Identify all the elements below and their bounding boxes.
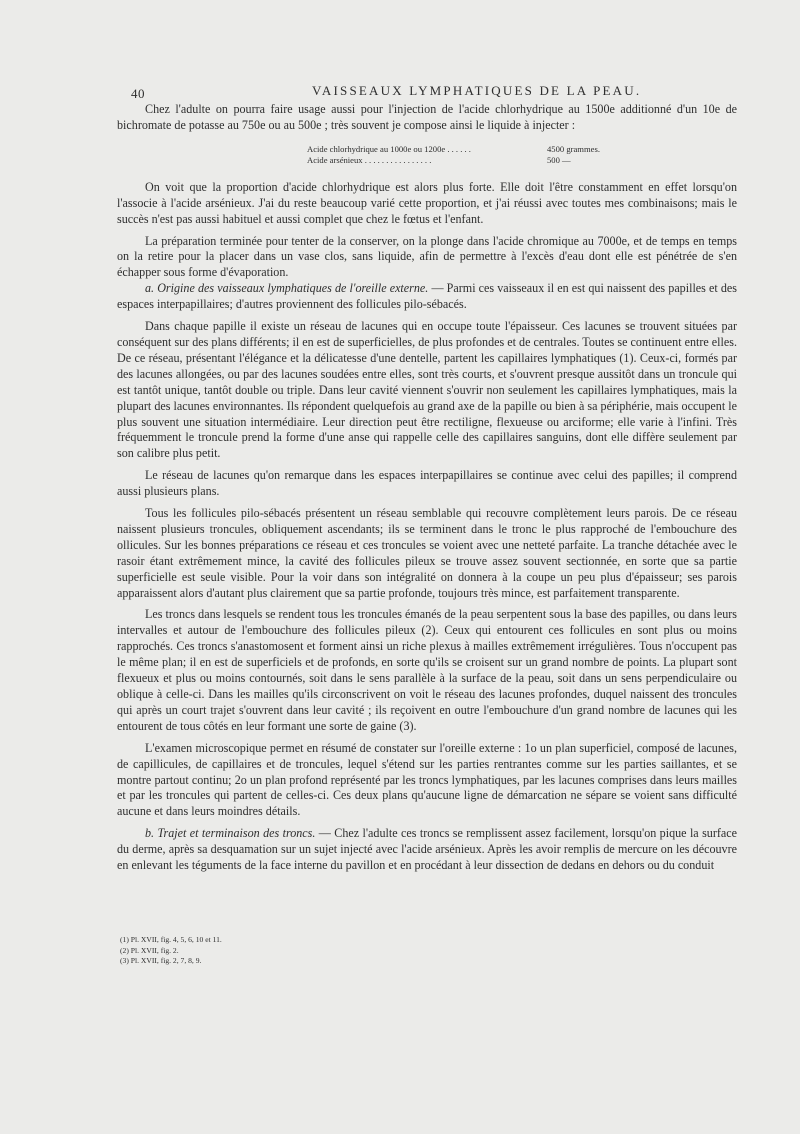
section-text: — Chez l'adulte ces troncs se remplissent assez facilement, lorsqu'on pique la surface du derme, après sa desquamation sur un sujet injecté avec l'acide arsénieux. Après les avoir remplis de mercure on les découvre en enlevant les téguments de la face interne du pavillon et en procédant à leur dissection de dedans en dehors ou du conduit	[117, 826, 737, 873]
recipe-quantity: 500 —	[547, 154, 571, 165]
recipe-ingredient: Acide arsénieux . . . . . . . . . . . . . . . .	[307, 154, 432, 165]
paragraph: La préparation terminée pour tenter de la conserver, on la plonge dans l'acide chromique au 7000e, et de temps en temps on la retire pour la placer dans un vase clos, sans liquide, afin de permettre à l'excès d'eau dont elle est pénétrée de s'en échapper sous forme d'évaporation.	[117, 233, 737, 280]
footnote: (1) Pl. XVII, fig. 4, 5, 6, 10 et 11.	[120, 935, 222, 944]
recipe-list	[307, 144, 737, 166]
body-text	[117, 102, 737, 874]
footnotes	[120, 935, 222, 967]
recipe-quantity: 4500 grammes.	[547, 143, 600, 154]
paragraph: Dans chaque papille il existe un réseau de lacunes qui en occupe toute l'épaisseur. Ces lacunes se trouvent situées par conséquent sur des plans différents; il en est de superficielles, de plus profondes et de centrales. Toutes se continuent entre elles. De ce réseau, présentant l'élégance et la délicatesse d'une dentelle, partent les capillaires lymphatiques (1). Ceux-ci, formés par des lacunes allongées, ou par des lacunes soudées entre elles, sont très courts, et s'ouvrent presque aussitôt dans un troncule qui est tantôt unique, tantôt double ou triple. Dans leur cavité viennent s'ouvrir non seulement les capillaires lymphatiques, mais la plupart des lacunes environnantes. Ils répondent quelquefois au grand axe de la papille ou bien à sa périphérie, mais occupent le plus souvent une situation intermédiaire. Leur direction peut être rectiligne, flexueuse ou arciforme; elle varie à l'infini. Très fréquemment le troncule prend la forme d'une anse qui rappelle celle des capillaires sanguins, dont elle diffère seulement par son calibre plus petit.	[117, 319, 737, 461]
recipe-row	[307, 144, 737, 155]
paragraph: Les troncs dans lesquels se rendent tous les troncules émanés de la peau serpentent sous la base des papilles, ou dans leurs intervalles et autour de l'embouchure des follicules pileux (2). Ceux qui entourent ces follicules en sont plus ou moins rapprochés. Ces troncs s'anastomosent et forment ainsi un riche plexus à mailles extrêmement irrégulières. Tous n'occupent pas le même plan; il en est de superficiels et de profonds, en sorte qu'ils se croisent sur un grand nombre de points. La plupart sont flexueux et plus ou moins contournés, soit dans le sens parallèle à la surface de la peau, soit dans un sens perpendiculaire ou oblique à celle-ci. Dans les mailles qu'ils circonscrivent on voit le réseau des lacunes profondes, duquel naissent des troncules qui après un court trajet s'ouvrent dans leur cavité ; ils reçoivent en outre l'embouchure d'un grand nombre de lacunes qui les entourent de tous côtés en leur formant une sorte de gaine (3).	[117, 607, 737, 733]
paragraph: Chez l'adulte on pourra faire usage aussi pour l'injection de l'acide chlorhydrique au 1500e additionné d'un 10e de bichromate de potasse au 750e ou au 500e ; très souvent je compose ainsi le liquide à injecter :	[117, 102, 737, 132]
section-heading: b. Trajet et terminaison des troncs.	[145, 826, 316, 841]
page-number: 40	[131, 86, 145, 101]
paragraph: Le réseau de lacunes qu'on remarque dans les espaces interpapillaires se continue avec celui des papilles; il comprend aussi plusieurs plans.	[117, 468, 737, 499]
paragraph: L'examen microscopique permet en résumé de constater sur l'oreille externe : 1o un plan superficiel, composé de lacunes, de capillicules, de capillaires et de troncules, lequel s'étend sur les parties rentrantes comme sur les parties saillantes, et se montre partout continu; 2o un plan profond représenté par les troncs lymphatiques, par les lacunes comprises dans leurs mailles et par les troncules qui partent de celles-ci. Ces deux plans qu'aucune ligne de démarcation ne sépare se voient sans difficulté aucune et dans leurs moindres détails.	[117, 740, 737, 819]
paragraph: On voit que la proportion d'acide chlorhydrique est alors plus forte. Elle doit l'être constamment en effet lorsqu'on l'associe à l'acide arsénieux. J'ai du reste beaucoup varié cette proportion, et j'ai réussi avec toutes mes combinaisons; mais le succès n'est pas aussi habituel et aussi complet que chez le fœtus et l'enfant.	[117, 179, 737, 226]
recipe-ingredient: Acide chlorhydrique au 1000e ou 1200e . . . . . .	[307, 143, 471, 154]
section-paragraph	[117, 826, 737, 874]
footnote: (3) Pl. XVII, fig. 2, 7, 8, 9.	[120, 956, 202, 965]
recipe-row	[307, 155, 737, 166]
section-paragraph	[117, 281, 737, 313]
footnote: (2) Pl. XVII, fig. 2.	[120, 945, 179, 955]
running-title: VAISSEAUX LYMPHATIQUES DE LA PEAU.	[312, 83, 642, 98]
paragraph: Tous les follicules pilo-sébacés présentent un réseau semblable qui recouvre complètement leurs parois. De ce réseau naissent plusieurs troncules, obliquement ascendants; ils se terminent dans le tronc le plus rapproché de l'embouchure des ollicules. Sur les bonnes préparations ce réseau et ces troncules se voient avec une netteté parfaite. La tranche détachée avec le rasoir étant extrêmement mince, la cavité des follicules pileux se trouve assez souvent sectionnée, en sorte que sa partie superficielle est seule visible. Pour la voir dans son intégralité on donnera à la coupe un peu plus d'épaisseur; ses parois apparaissent alors d'autant plus clairement que sa partie profonde, toujours très mince, est parfaitement transparente.	[117, 506, 737, 600]
section-text: — Parmi ces vaisseaux il en est qui naissent des papilles et des espaces interpapillaires; d'autres proviennent des follicules pilo-sébacés.	[117, 281, 737, 312]
section-heading: a. Origine des vaisseaux lymphatiques de l'oreille externe.	[145, 281, 429, 296]
